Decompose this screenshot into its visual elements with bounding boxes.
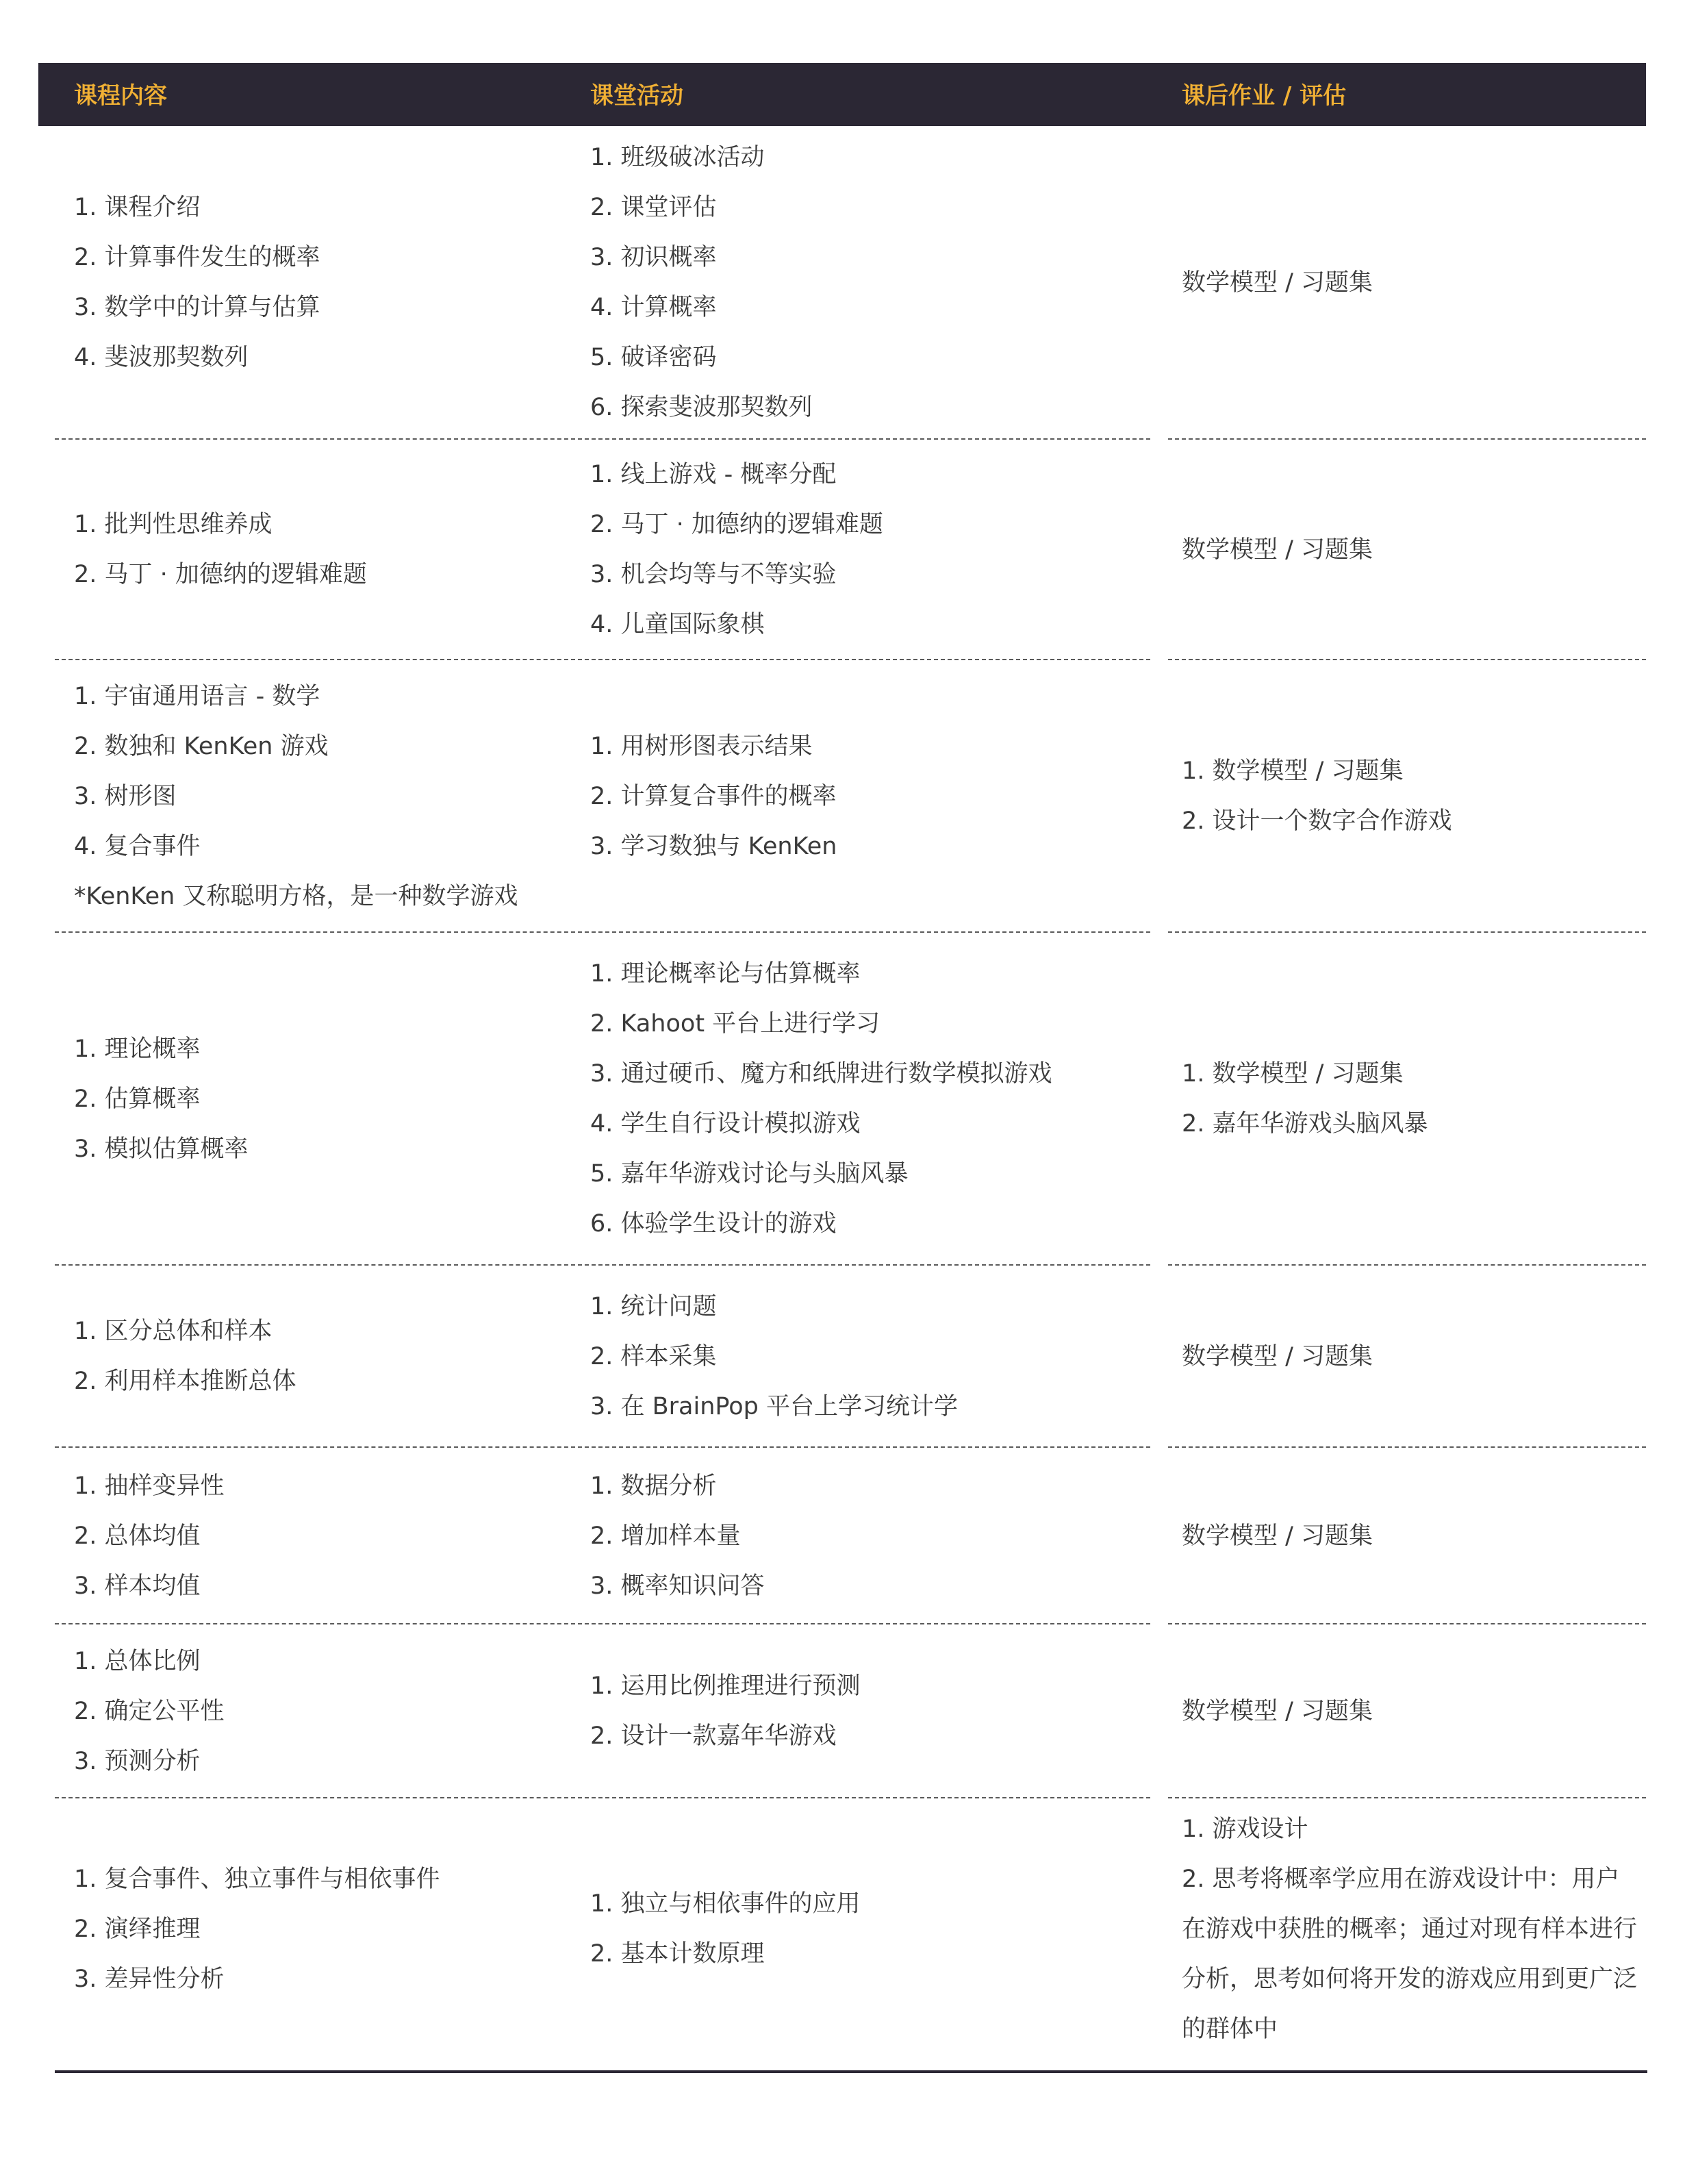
list-item: 1. 理论概率论与估算概率 (590, 960, 861, 988)
list-item: 1. 游戏设计 (1182, 1815, 1308, 1843)
course-content-cell (74, 1448, 567, 1624)
list-item: 2. 增加样本量 (590, 1522, 741, 1550)
list-item: 1. 线上游戏 - 概率分配 (590, 461, 837, 488)
table-row (38, 1624, 1646, 1798)
list-item: 2. 估算概率 (74, 1085, 201, 1113)
list-item: *KenKen 又称聪明方格，是一种数学游戏 (74, 882, 518, 910)
list-item: 1. 课程介绍 (74, 194, 201, 221)
list-item: 2. 设计一款嘉年华游戏 (590, 1722, 837, 1750)
homework-cell (1182, 933, 1640, 1266)
list-item: 2. 马丁 · 加德纳的逻辑难题 (74, 561, 367, 588)
homework-cell (1182, 440, 1640, 660)
list-item: 3. 概率知识问答 (590, 1572, 765, 1600)
list-item: 2. 马丁 · 加德纳的逻辑难题 (590, 511, 883, 538)
list-item: 2. 基本计数原理 (590, 1940, 765, 1968)
list-item: 2. 演绎推理 (74, 1915, 201, 1943)
class-activities-cell (590, 1448, 1138, 1624)
list-item: 1. 运用比例推理进行预测 (590, 1672, 861, 1700)
table-body (38, 126, 1646, 2060)
class-activities-cell (590, 1266, 1138, 1448)
course-content-cell (74, 933, 567, 1266)
list-item: 1. 数学模型 / 习题集 (1182, 757, 1404, 785)
list-item: 4. 学生自行设计模拟游戏 (590, 1110, 861, 1138)
table-row (38, 933, 1646, 1266)
curriculum-table (38, 63, 1646, 2060)
list-item: 3. 学习数独与 KenKen (590, 832, 837, 860)
class-activities-cell (590, 1798, 1138, 2060)
list-item: 2. 样本采集 (590, 1342, 717, 1370)
table-row (38, 1266, 1646, 1448)
list-item: 1. 理论概率 (74, 1035, 201, 1063)
homework-cell (1182, 660, 1640, 933)
list-item: 3. 树形图 (74, 782, 177, 810)
table-row (38, 440, 1646, 660)
list-item: 3. 样本均值 (74, 1572, 201, 1600)
homework-cell (1182, 1798, 1640, 2060)
list-item: 1. 数据分析 (590, 1472, 717, 1500)
table-row (38, 126, 1646, 440)
list-item: 数学模型 / 习题集 (1182, 1522, 1373, 1550)
list-item: 1. 班级破冰活动 (590, 144, 765, 171)
homework-cell (1182, 1266, 1640, 1448)
list-item: 数学模型 / 习题集 (1182, 1342, 1373, 1370)
list-item: 2. Kahoot 平台上进行学习 (590, 1010, 880, 1038)
course-content-cell (74, 440, 567, 660)
list-item: 3. 通过硬币、魔方和纸牌进行数学模拟游戏 (590, 1060, 1052, 1088)
list-item: 数学模型 / 习题集 (1182, 536, 1373, 564)
table-header (38, 63, 1646, 126)
list-item: 5. 嘉年华游戏讨论与头脑风暴 (590, 1160, 909, 1188)
list-item: 1. 独立与相依事件的应用 (590, 1890, 861, 1918)
list-item: 4. 儿童国际象棋 (590, 611, 765, 638)
list-item: 1. 宇宙通用语言 - 数学 (74, 682, 320, 710)
table-row (38, 660, 1646, 933)
list-item: 2. 总体均值 (74, 1522, 201, 1550)
header-homework-assessment: 课后作业 / 评估 (1182, 82, 1347, 110)
list-item: 6. 体验学生设计的游戏 (590, 1210, 837, 1238)
list-item: 2. 数独和 KenKen 游戏 (74, 732, 329, 760)
list-item: 2. 课堂评估 (590, 194, 717, 221)
list-item: 3. 初识概率 (590, 244, 717, 271)
list-item: 2. 思考将概率学应用在游戏设计中：用户在游戏中获胜的概率；通过对现有样本进行分析，思考如何将开发的游戏应用到更广泛的群体中 (1182, 1865, 1638, 2043)
list-item: 2. 确定公平性 (74, 1697, 225, 1725)
list-item: 3. 机会均等与不等实验 (590, 561, 837, 588)
list-item: 1. 批判性思维养成 (74, 511, 273, 538)
header-course-content: 课程内容 (74, 82, 167, 110)
list-item: 4. 复合事件 (74, 832, 201, 860)
class-activities-cell (590, 1624, 1138, 1798)
list-item: 2. 计算复合事件的概率 (590, 782, 837, 810)
class-activities-cell (590, 440, 1138, 660)
course-content-cell (74, 660, 567, 933)
list-item: 1. 数学模型 / 习题集 (1182, 1060, 1404, 1088)
list-item: 5. 破译密码 (590, 344, 717, 371)
header-class-activities: 课堂活动 (590, 82, 683, 110)
list-item: 1. 总体比例 (74, 1647, 201, 1675)
course-content-cell (74, 1266, 567, 1448)
list-item: 2. 设计一个数字合作游戏 (1182, 807, 1452, 835)
list-item: 1. 区分总体和样本 (74, 1318, 273, 1345)
list-item: 1. 统计问题 (590, 1292, 717, 1320)
table-bottom-rule (55, 2070, 1647, 2073)
list-item: 数学模型 / 习题集 (1182, 268, 1373, 297)
table-row (38, 1448, 1646, 1624)
table-row (38, 1798, 1646, 2060)
list-item: 6. 探索斐波那契数列 (590, 394, 813, 421)
list-item: 3. 预测分析 (74, 1747, 201, 1775)
list-item: 1. 抽样变异性 (74, 1472, 225, 1500)
class-activities-cell (590, 660, 1138, 933)
course-content-cell (74, 126, 567, 440)
list-item: 2. 利用样本推断总体 (74, 1368, 296, 1395)
list-item: 数学模型 / 习题集 (1182, 1697, 1373, 1725)
list-item: 2. 嘉年华游戏头脑风暴 (1182, 1110, 1428, 1138)
list-item: 1. 用树形图表示结果 (590, 732, 813, 760)
list-item: 3. 在 BrainPop 平台上学习统计学 (590, 1392, 959, 1420)
homework-cell (1182, 1624, 1640, 1798)
homework-cell (1182, 1448, 1640, 1624)
class-activities-cell (590, 126, 1138, 440)
class-activities-cell (590, 933, 1138, 1266)
list-item: 4. 计算概率 (590, 294, 717, 321)
list-item: 3. 差异性分析 (74, 1965, 225, 1993)
list-item: 2. 计算事件发生的概率 (74, 244, 320, 271)
list-item: 1. 复合事件、独立事件与相依事件 (74, 1865, 440, 1893)
course-content-cell (74, 1798, 567, 2060)
list-item: 3. 数学中的计算与估算 (74, 294, 320, 321)
course-content-cell (74, 1624, 567, 1798)
list-item: 3. 模拟估算概率 (74, 1135, 249, 1163)
homework-cell (1182, 126, 1640, 440)
list-item: 4. 斐波那契数列 (74, 344, 249, 371)
